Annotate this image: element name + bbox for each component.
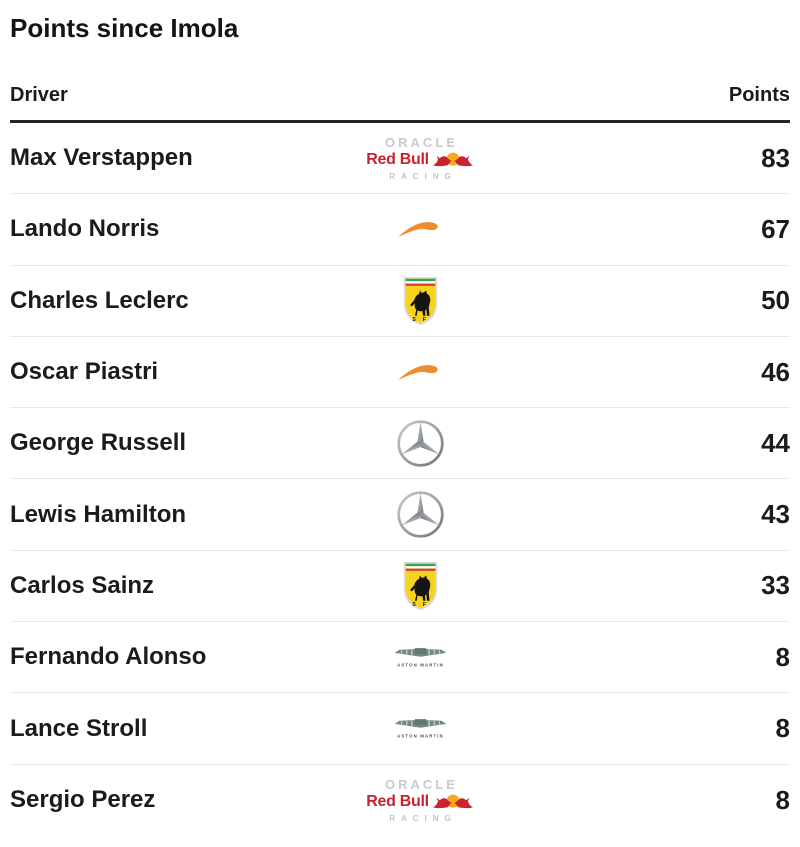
points-value: 43 — [761, 499, 790, 530]
points-value: 8 — [775, 641, 790, 672]
aston-martin-wordmark: ASTON MARTIN — [396, 662, 444, 668]
red-bull-wordmark: Red Bull — [366, 150, 429, 168]
driver-name: Lando Norris — [10, 215, 160, 243]
driver-name: Lewis Hamilton — [10, 500, 187, 528]
aston-martin-wordmark: ASTON MARTIN — [396, 733, 444, 739]
red-bull-bulls-icon — [432, 793, 474, 811]
red-bull-wordmark: Red Bull — [366, 792, 429, 810]
driver-name: Charles Leclerc — [10, 286, 189, 314]
mercedes-logo — [396, 490, 445, 539]
ferrari-logo — [402, 276, 439, 326]
table-row — [10, 408, 790, 479]
points-value: 44 — [761, 427, 790, 458]
table-row — [10, 337, 790, 408]
mercedes-logo — [396, 419, 445, 468]
aston-martin-logo — [393, 716, 448, 741]
oracle-wordmark: ORACLE — [385, 134, 458, 150]
driver-name: Carlos Sainz — [10, 571, 155, 599]
points-value: 83 — [761, 142, 790, 173]
table-row — [10, 123, 790, 194]
red-bull-bulls-icon — [432, 151, 474, 169]
mclaren-logo — [397, 361, 443, 383]
table-row — [10, 622, 790, 693]
driver-name: Fernando Alonso — [10, 643, 207, 671]
table-row — [10, 693, 790, 764]
points-value: 67 — [761, 213, 790, 244]
ferrari-sf-initials: S F — [411, 316, 429, 323]
oracle-wordmark: ORACLE — [385, 776, 458, 792]
points-value: 46 — [761, 356, 790, 387]
red-bull-racing-logo — [366, 778, 474, 823]
header-points: Points — [728, 84, 790, 106]
table-header — [10, 84, 790, 123]
header-driver: Driver — [10, 84, 68, 106]
points-value: 50 — [761, 285, 790, 316]
table-row — [10, 551, 790, 622]
table-row — [10, 765, 790, 836]
driver-name: Max Verstappen — [10, 144, 193, 172]
points-value: 33 — [761, 570, 790, 601]
table-row — [10, 266, 790, 337]
points-value: 8 — [775, 713, 790, 744]
driver-name: Sergio Perez — [10, 786, 156, 814]
table-row — [10, 194, 790, 265]
aston-martin-logo — [393, 645, 448, 670]
driver-name: Lance Stroll — [10, 714, 148, 742]
table-body — [10, 123, 790, 836]
mclaren-logo — [397, 218, 443, 240]
table-row — [10, 479, 790, 550]
ferrari-sf-initials: S F — [411, 601, 429, 608]
page-title: Points since Imola — [10, 13, 239, 43]
red-bull-racing-logo — [366, 136, 474, 181]
ferrari-logo — [402, 561, 439, 611]
racing-wordmark: RACING — [389, 813, 457, 823]
racing-wordmark: RACING — [389, 171, 457, 181]
driver-name: George Russell — [10, 429, 187, 457]
driver-name: Oscar Piastri — [10, 358, 159, 386]
points-value: 8 — [775, 784, 790, 815]
